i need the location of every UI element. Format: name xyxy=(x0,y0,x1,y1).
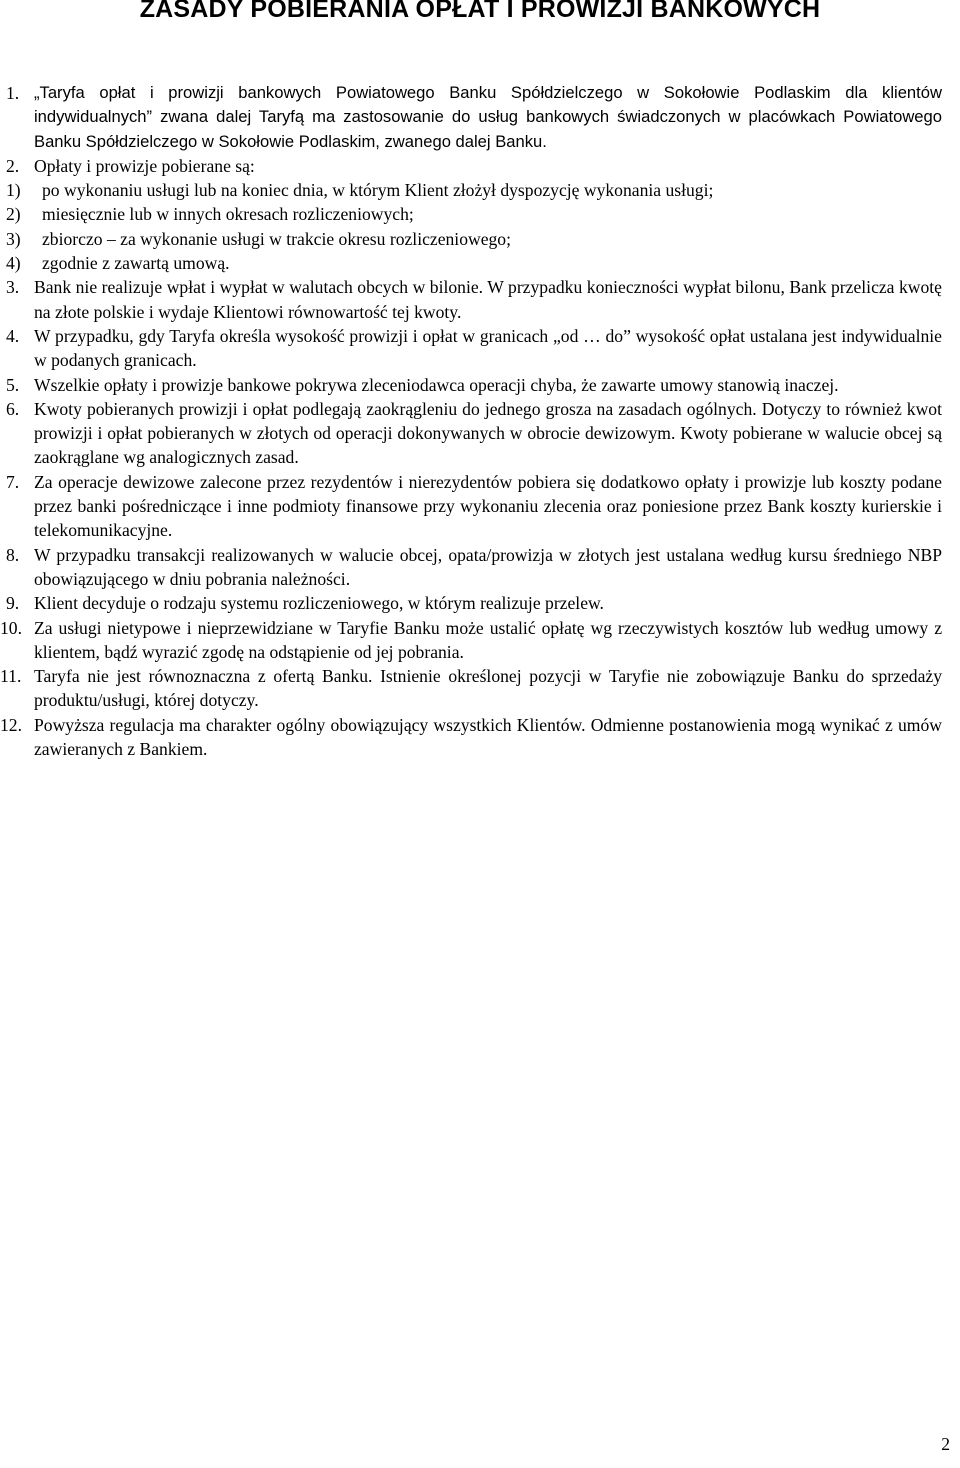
list-item-5 xyxy=(6,373,942,397)
list-item-10 xyxy=(0,616,942,665)
item-number: 2. xyxy=(6,155,20,176)
subitem-1 xyxy=(6,178,942,202)
list-item-1 xyxy=(6,81,942,154)
item-number: 11. xyxy=(0,666,22,687)
page-number: 2 xyxy=(941,1434,950,1454)
item-text: W przypadku transakcji realizowanych w walucie obcej, opata/prowizja w złotych jest ustalana według kursu średniego NBP obowiązującego w dniu pobrania należności. xyxy=(34,544,942,589)
item-text: Powyższa regulacja ma charakter ogólny obowiązujący wszystkich Klientów. Odmienne postanowienia mogą wynikać z umów zawieranych z Bankiem. xyxy=(34,714,942,760)
item-number: 10. xyxy=(0,617,22,638)
list-item-2 xyxy=(6,154,942,275)
item-text: Wszelkie opłaty i prowizje bankowe pokrywa zleceniodawca operacji chyba, że zawarte umowy stanowią inaczej. xyxy=(34,374,839,395)
item-number: 7. xyxy=(6,471,20,492)
item-number: 9. xyxy=(6,593,20,614)
subitem-text: po wykonaniu usługi lub na koniec dnia, w którym Klient złożył dyspozycję wykonania usługi; xyxy=(42,180,714,201)
item-text: Taryfa nie jest równoznaczna z ofertą Banku. Istnienie określonej pozycji w Taryfie nie zobowiązuje Banku do sprzedaży produktu/usługi, której dotyczy. xyxy=(34,666,942,711)
item-number: 4. xyxy=(6,325,20,346)
item-text: W przypadku, gdy Taryfa określa wysokość prowizji i opłat w granicach „od … do” wysokość opłat ustalana jest indywidualnie w podanych granicach. xyxy=(34,325,942,371)
rules-list xyxy=(0,81,942,761)
subitem-text: zbiorczo – za wykonanie usługi w trakcie okresu rozliczeniowego; xyxy=(42,228,511,249)
list-item-8 xyxy=(6,543,942,592)
item-text: Opłaty i prowizje pobierane są: xyxy=(34,155,255,176)
subitem-3 xyxy=(6,227,942,251)
subitem-number: 4) xyxy=(6,253,21,274)
item-number: 3. xyxy=(6,277,20,298)
page-title: ZASADY POBIERANIA OPŁAT I PROWIZJI BANKOWYCH xyxy=(139,0,821,23)
subitem-number: 3) xyxy=(6,228,21,249)
item-text: Za usługi nietypowe i nieprzewidziane w Taryfie Banku może ustalić opłatę wg rzeczywistych kosztów lub według umowy z klientem, bądź wyrazić zgodę na odstąpienie od jej pobrania. xyxy=(34,617,942,662)
item-number: 6. xyxy=(6,398,20,419)
list-item-12 xyxy=(0,713,942,762)
item-text: „Taryfa opłat i prowizji bankowych Powiatowego Banku Spółdzielczego w Sokołowie Podlaskim dla klientów indywidualnych” zwana dalej Taryfą ma zastosowanie do usług bankowych świadczonych w placówkach Powiatowego Banku Spółdzielczego w Sokołowie Podlaskim, zwanego dalej Banku. xyxy=(34,83,942,151)
list-item-4 xyxy=(6,324,942,373)
subitem-text: miesięcznie lub w innych okresach rozliczeniowych; xyxy=(42,204,414,225)
list-item-3 xyxy=(6,275,942,324)
list-item-7 xyxy=(6,470,942,543)
subitem-number: 2) xyxy=(6,204,21,225)
subitem-number: 1) xyxy=(6,180,21,201)
item-text: Kwoty pobieranych prowizji i opłat podlegają zaokrągleniu do jednego grosza na zasadach ogólnych. Dotyczy to również kwot prowizji i opłat pobieranych w złotych od operacji dokonywanych w obrocie dewizowym. Kwoty pobierane w walucie obcej są zaokrąglane wg analogicznych zasad. xyxy=(34,398,942,468)
item-number: 8. xyxy=(6,544,20,565)
list-item-11 xyxy=(0,664,942,713)
subitem-text: zgodnie z zawartą umową. xyxy=(42,253,230,274)
subitem-2 xyxy=(6,202,942,226)
item-text: Za operacje dewizowe zalecone przez rezydentów i nierezydentów pobiera się dodatkowo opłaty i prowizje lub koszty podane przez banki pośredniczące i inne podmioty finansowe przy wykonaniu zlecenia oraz poniesione przez Bank koszty kurierskie i telekomunikacyjne. xyxy=(34,471,942,541)
item-text: Bank nie realizuje wpłat i wypłat w walutach obcych w bilonie. W przypadku konieczności wypłat bilonu, Bank przelicza kwotę na złote polskie i wydaje Klientowi równowartość tej kwoty. xyxy=(34,277,942,322)
item-number: 5. xyxy=(6,374,20,395)
list-item-9 xyxy=(6,591,942,615)
subitem-4 xyxy=(6,251,942,275)
item-number: 1. xyxy=(6,83,20,103)
item-text: Klient decyduje o rodzaju systemu rozliczeniowego, w którym realizuje przelew. xyxy=(34,593,604,614)
list-item-6 xyxy=(6,397,942,470)
item-number: 12. xyxy=(0,714,22,735)
